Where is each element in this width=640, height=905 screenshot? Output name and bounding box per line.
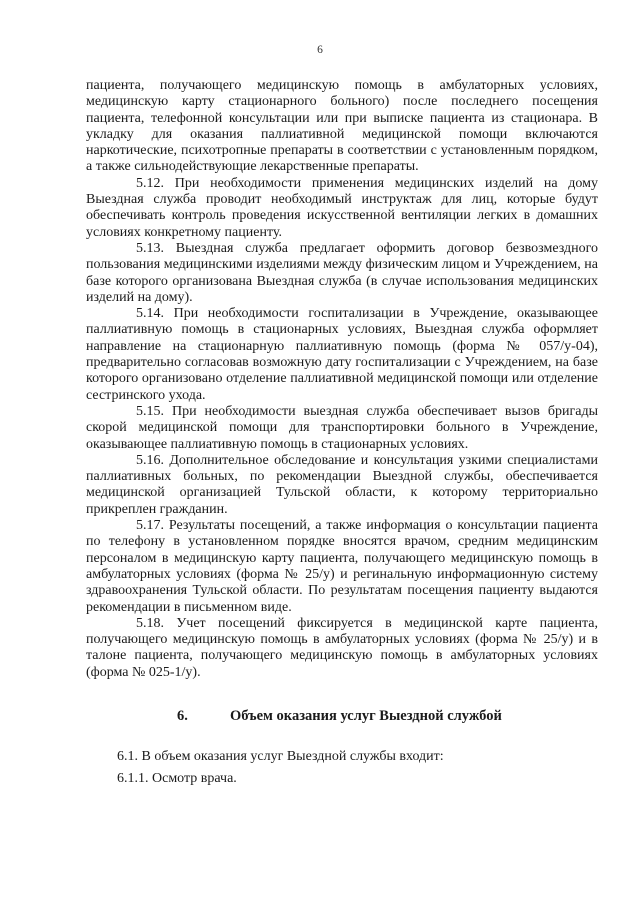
section-title: Объем оказания услуг Выездной службой [230,707,502,724]
subitem-6-1: 6.1. В объем оказания услуг Выездной службы входит: [117,748,444,764]
paragraph-5-14: 5.14. При необходимости госпитализации в Учреждение, оказывающее паллиативную помощь в стационарных условиях, Выездная служба оформляет направление на стационарную паллиативную помощь (форма № 057/у-04), предварительно согласовав возможную дату госпитализации с Учреждением, на базе которого организовано отделение паллиативной медицинской помощи или отделение сестринского ухода. [86,306,598,403]
paragraph-5-18: 5.18. Учет посещений фиксируется в медицинской карте пациента, получающего медицинскую помощь в амбулаторных условиях (форма № 25/у) и в талоне пациента, получающего медицинскую помощь в амбулаторных условиях (форма № 025-1/у). [86,615,598,680]
paragraph-5-15: 5.15. При необходимости выездная служба обеспечивает вызов бригады скорой медицинской помощи для транспортировки больного в Учреждение, оказывающее паллиативную помощь в стационарных условиях. [86,403,598,452]
paragraph-continuation: пациента, получающего медицинскую помощь в амбулаторных условиях, медицинскую карту стационарного больного) после последнего посещения пациента, телефонной консультации или при выписке пациента из стационара. В укладку для оказания паллиативной медицинской помощи включаются наркотические, психотропные препараты в соответствии с установленным порядком, а также сильнодействующие лекарственные препараты. [86,78,598,175]
document-body [86,78,598,790]
subitem-6-1-1: 6.1.1. Осмотр врача. [117,770,237,786]
section-heading [86,708,598,725]
paragraph-5-13: 5.13. Выездная служба предлагает оформить договор безвозмездного пользования медицинскими изделиями между физическим лицом и Учреждением, на базе которого организована Выездная служба (в случае использования медицинских изделий на дому). [86,240,598,305]
paragraph-5-17: 5.17. Результаты посещений, а также информация о консультации пациента по телефону в установленном порядке вносятся врачом, средним медицинским персоналом в медицинскую карту пациента, получающего медицинскую помощь в амбулаторных условиях (форма № 25/у) и регинальную информационную систему здравоохранения Тульской области. По результатам посещения пациенту выдаются рекомендации в письменном виде. [86,518,598,615]
page-number: 6 [317,44,323,56]
paragraph-5-16: 5.16. Дополнительное обследование и консультация узкими специалистами паллиативных больных, по рекомендации Выездной службы, обеспечивается медицинской организацией Тульской области, к которому территориально прикреплен гражданин. [86,452,598,517]
section-number: 6. [177,707,188,724]
paragraph-5-12: 5.12. При необходимости применения медицинских изделий на дому Выездная служба проводит необходимый инструктаж для лиц, которые будут обеспечивать контроль проведения искусственной вентиляции легких в домашних условиях конкретному пациенту. [86,175,598,240]
